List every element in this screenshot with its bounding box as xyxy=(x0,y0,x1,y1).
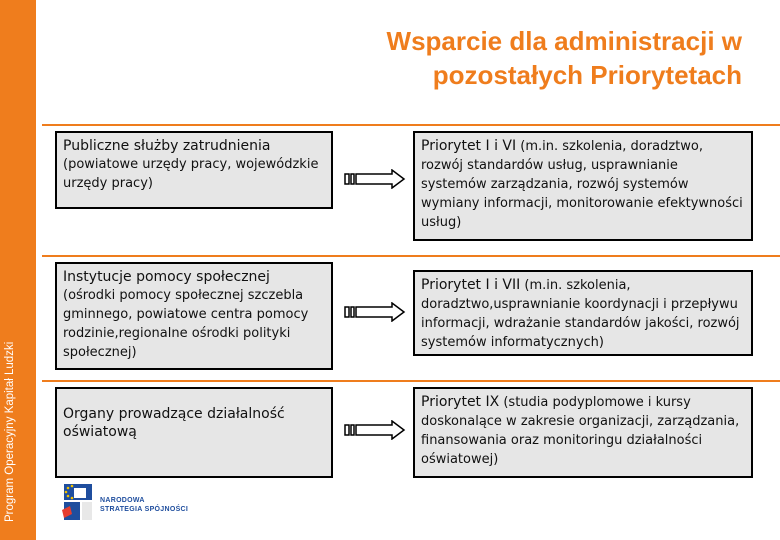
institution-heading: Publiczne służby zatrudnienia xyxy=(63,138,271,154)
logo-text-line-2: STRATEGIA SPÓJNOŚCI xyxy=(100,506,189,513)
divider-line-middle xyxy=(42,255,780,257)
institution-box-education-bodies xyxy=(55,387,333,478)
priority-box-1-7 xyxy=(413,270,753,356)
institution-heading: Instytucje pomocy społecznej xyxy=(63,269,270,285)
priority-label: Priorytet I i VI xyxy=(421,138,517,154)
arrow-icon xyxy=(344,169,406,189)
institution-box-employment-services xyxy=(55,131,333,209)
sidebar-band xyxy=(0,0,36,540)
priority-box-9 xyxy=(413,387,753,478)
nss-emblem-icon xyxy=(60,480,96,526)
title-line-2: pozostałych Priorytetach xyxy=(432,60,742,90)
title-line-1: Wsparcie dla administracji w xyxy=(386,26,742,56)
divider-line-bottom xyxy=(42,380,780,382)
institution-box-social-assistance xyxy=(55,262,333,370)
institution-details: (ośrodki pomocy społecznej szczebla gminnego, powiatowe centra pomocy rodzinie,regionalne ośrodki polityki społecznej) xyxy=(63,288,309,360)
priority-label: Priorytet IX xyxy=(421,394,500,410)
priority-box-1-6 xyxy=(413,131,753,241)
program-name-label: Program Operacyjny Kapitał Ludzki xyxy=(4,341,16,522)
arrow-icon xyxy=(344,420,406,440)
priority-description: (studia podyplomowe i kursy doskonalące w zakresie organizacji, zarządzania, finansowania oraz monitoringu działalności oświatowej) xyxy=(421,395,740,467)
priority-label: Priorytet I i VII xyxy=(421,277,521,293)
priority-description: (m.in. szkolenia, doradztwo,usprawnianie koordynacji i przepływu informacji, wdrażanie standardów jakości, rozwój systemów informatycznych) xyxy=(421,278,740,350)
slide-title xyxy=(272,24,742,92)
priority-description: (m.in. szkolenia, doradztwo, rozwój standardów usług, usprawnianie systemów zarządzania, rozwój systemów wymiany informacji, monitorowanie efektywności usług) xyxy=(421,139,743,230)
arrow-icon xyxy=(344,302,406,322)
divider-line-top xyxy=(42,124,780,126)
institution-heading: Organy prowadzące działalność oświatową xyxy=(63,406,285,440)
nss-logo xyxy=(60,478,190,530)
logo-text-line-1: NARODOWA xyxy=(100,497,145,504)
institution-details: (powiatowe urzędy pracy, wojewódzkie urzędy pracy) xyxy=(63,157,319,191)
